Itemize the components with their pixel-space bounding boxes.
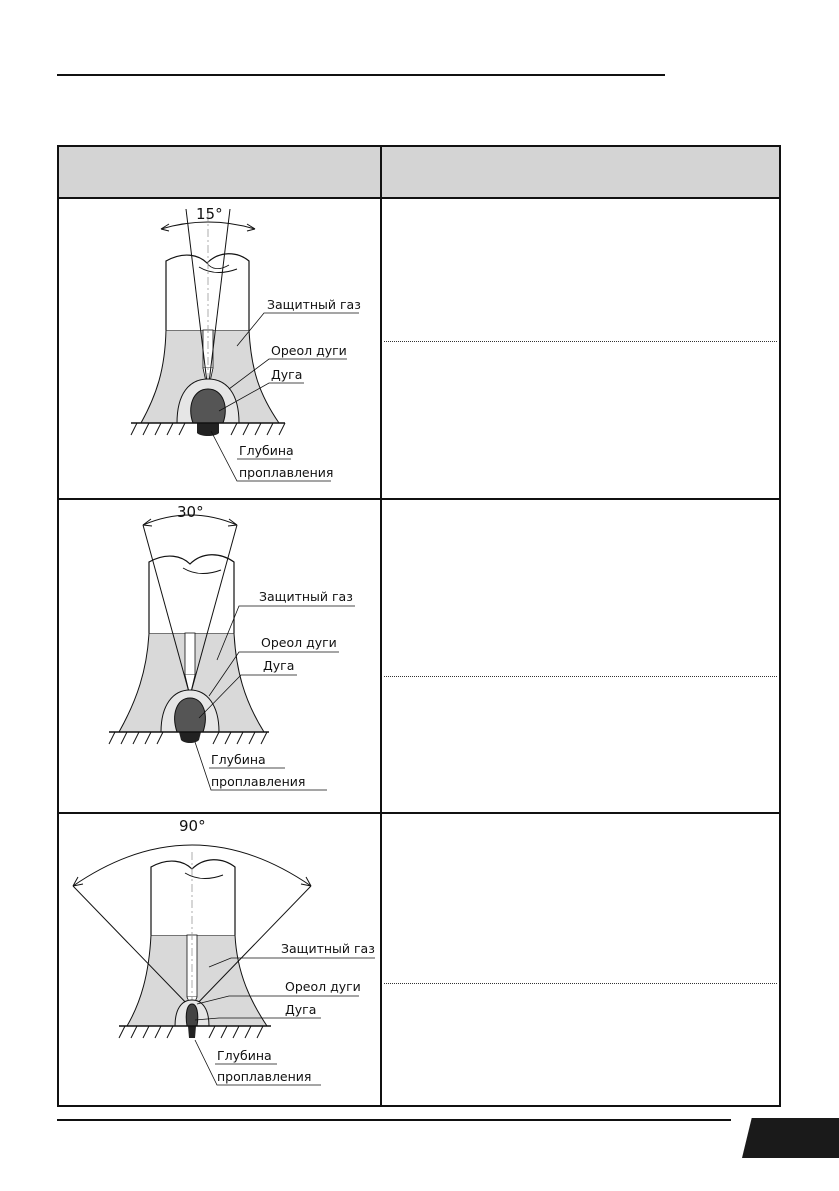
label-penetration: проплавления (239, 465, 334, 480)
label-shielding-gas: Защитный газ (267, 297, 361, 312)
label-shielding-gas: Защитный газ (281, 941, 375, 956)
angle-label: 30° (177, 503, 204, 521)
label-arc-halo: Ореол дуги (261, 635, 337, 650)
page-number-tab (742, 1118, 839, 1158)
label-penetration: проплавления (211, 774, 306, 789)
row2-dotted-separator (384, 676, 777, 677)
label-arc-halo: Ореол дуги (285, 979, 361, 994)
figure-90-degree-electrode (59, 814, 380, 1105)
label-arc-halo: Ореол дуги (271, 343, 347, 358)
table-header-right (382, 147, 779, 199)
label-arc: Дуга (263, 658, 295, 673)
footer-rule (57, 1119, 731, 1121)
label-depth: Глубина (217, 1048, 272, 1063)
table-column-divider (380, 147, 382, 1105)
row1-dotted-separator (384, 341, 777, 342)
label-arc: Дуга (285, 1002, 317, 1017)
electrode-angle-table (57, 145, 781, 1107)
header-rule (57, 74, 665, 76)
label-depth: Глубина (239, 443, 294, 458)
label-penetration: проплавления (217, 1069, 312, 1084)
angle-label: 90° (179, 817, 206, 835)
figure-15-degree-electrode (59, 199, 380, 498)
label-depth: Глубина (211, 752, 266, 767)
table-header-left (59, 147, 380, 199)
figure-30-degree-electrode (59, 500, 380, 812)
angle-label: 15° (196, 205, 223, 223)
label-arc: Дуга (271, 367, 303, 382)
row3-dotted-separator (384, 983, 777, 984)
label-shielding-gas: Защитный газ (259, 589, 353, 604)
